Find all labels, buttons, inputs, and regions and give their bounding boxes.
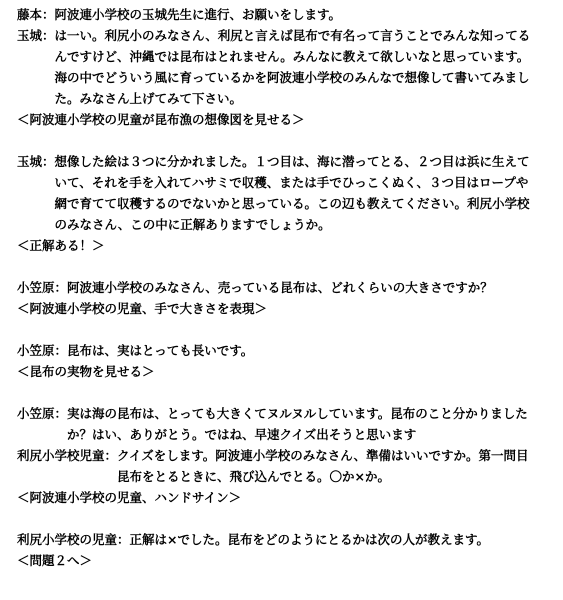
speaker-name: 小笠原： (17, 280, 68, 295)
paragraph-gap (17, 508, 540, 529)
speech-text: 想像した絵は３つに分かれました。１つ目は、海に潜ってとる、２つ目は浜に生えていて、それを手を入れてハサミで収穫、または手でひっこくぬく、３つ目はロープや網で育てて収穫するのでないかと思っている。この辺も教えてください。利尻小学校のみなさん、この中に正解ありますでしょうか。 (54, 154, 530, 232)
paragraph-gap (17, 130, 540, 151)
stage-direction: ＜阿波連小学校の児童、ハンドサイン＞ (17, 490, 242, 505)
speech-line (17, 25, 540, 109)
speech-text: 阿波連小学校の玉城先生に進行、お願いをします。 (54, 7, 342, 22)
speech-text: は一い。利尻小のみなさん、利尻と言えば昆布で有名って言うことでみんな知ってるんですけど、沖縄では昆布はとれません。みんなに教えて欲しいなと思っています。海の中でどういう風に育っているかを阿波連小学校のみんなで想像して書いてみました。みなさん上げてみて下さい。 (54, 28, 531, 106)
speech-line (17, 4, 540, 25)
speech-line (17, 403, 540, 445)
speech-text: 阿波連小学校のみなさん、売っている昆布は、どれくらいの大きさですか？ (67, 280, 493, 295)
speaker-name: 玉城： (17, 28, 55, 43)
paragraph-gap (17, 319, 540, 340)
speaker-name: 玉城： (17, 154, 55, 169)
paragraph-gap (17, 256, 540, 277)
speaker-name: 藤本： (17, 7, 55, 22)
speaker-name: 小笠原： (17, 406, 68, 421)
speech-line (17, 151, 540, 235)
speech-text: 実は海の昆布は、とっても大きくてヌルヌルしています。昆布のこと分かりましたか？はい、ありがとう。ではね、早速クイズ出そうと思います (67, 406, 528, 442)
speaker-name: 利尻小学校の児童： (17, 532, 130, 547)
stage-direction: ＜正解ある！＞ (17, 238, 105, 253)
speech-line (17, 529, 540, 550)
stage-direction: ＜阿波連小学校の児童、手で大きさを表現＞ (17, 301, 268, 316)
speech-line (17, 445, 540, 487)
speech-line (17, 277, 540, 298)
speech-text: 正解は×でした。昆布をどのようにとるかは次の人が教えます。 (129, 532, 489, 547)
speaker-name: 小笠原： (17, 343, 68, 358)
paragraph-gap (17, 382, 540, 403)
speech-text: 昆布は、実はとっても長いです。 (67, 343, 254, 358)
stage-direction: ＜問題２へ＞ (17, 553, 93, 568)
stage-direction: ＜昆布の実物を見せる＞ (17, 364, 155, 379)
stage-direction: ＜阿波連小学校の児童が昆布漁の想像図を見せる＞ (17, 112, 305, 127)
speaker-name: 利尻小学校児童： (17, 448, 118, 463)
speech-text: クイズをします。阿波連小学校のみなさん、準備はいいですか。第一問目昆布をとるときに、飛び込んでとる。〇か×か。 (117, 448, 529, 484)
speech-line (17, 340, 540, 361)
